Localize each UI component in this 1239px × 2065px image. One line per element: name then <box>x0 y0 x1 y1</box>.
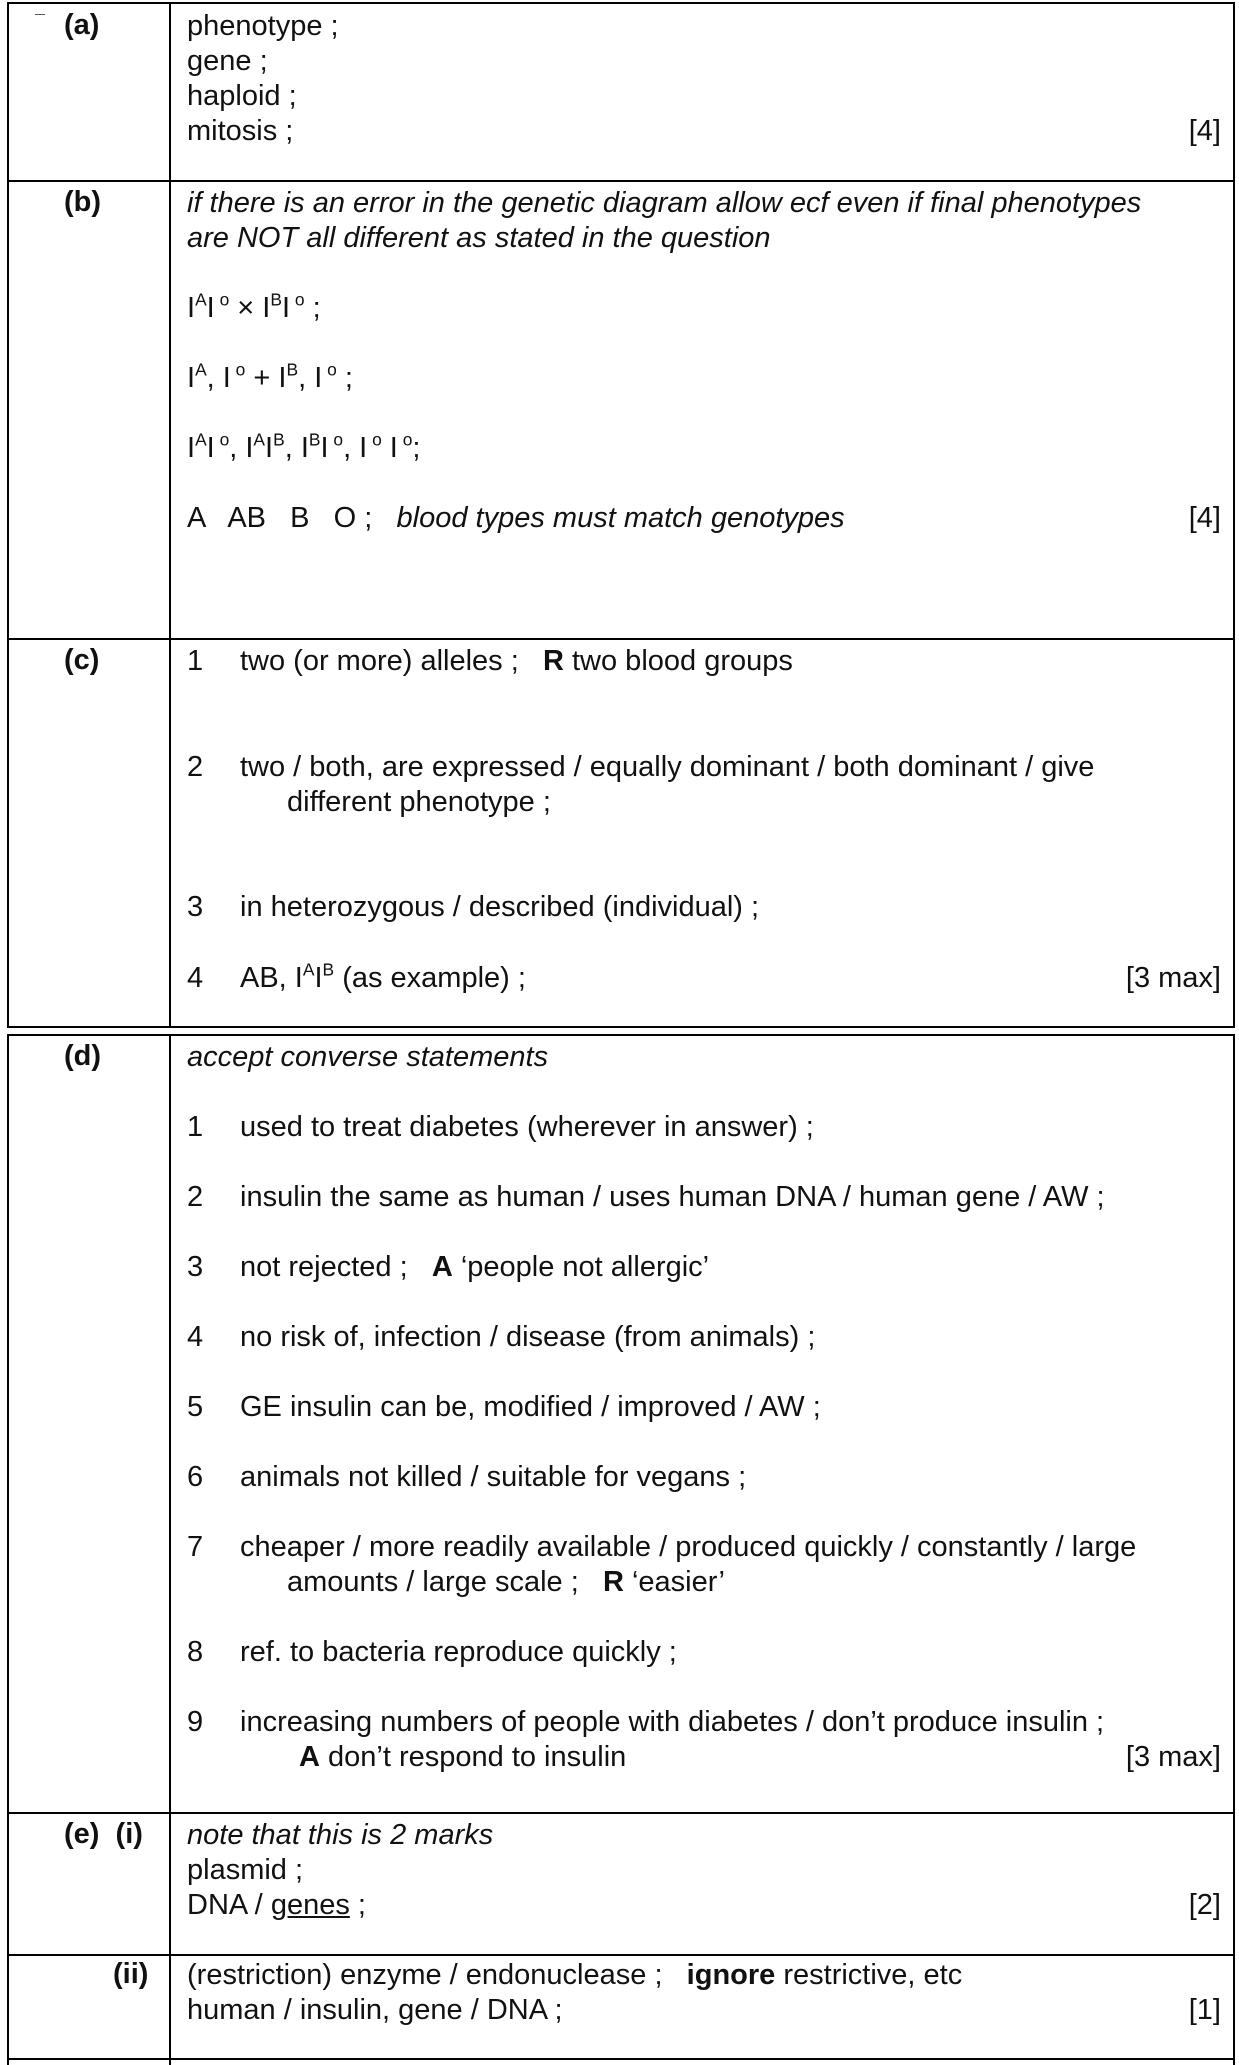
column-divider <box>169 1036 171 2065</box>
answer-line: phenotype ; <box>187 10 339 42</box>
row-separator <box>9 2058 1233 2060</box>
point-7-cont: amounts / large scale ; R ‘easier’ <box>287 1566 725 1598</box>
answer-table-lower <box>7 1034 1235 2065</box>
answer-line: DNA / genes ; [2] <box>187 1889 1221 1921</box>
point-8: 8 ref. to bacteria reproduce quickly ; <box>187 1636 677 1668</box>
part-c-answers <box>187 644 1221 996</box>
row-separator <box>9 1954 1233 1956</box>
part-e-i-label: (e) (i) <box>64 1818 143 1850</box>
part-c-label: (c) <box>64 644 100 676</box>
marking-note: note that this is 2 marks <box>187 1819 494 1851</box>
point-3: 3 in heterozygous / described (individual) ; <box>187 891 760 923</box>
blood-types-note: blood types must match genotypes <box>396 502 845 534</box>
point-4: 4 no risk of, infection / disease (from animals) ; <box>187 1321 816 1353</box>
scan-mark <box>35 14 45 15</box>
part-a-mark: [4] <box>1188 115 1221 147</box>
part-e-i-answers <box>187 1818 1221 1923</box>
row-separator <box>9 180 1233 182</box>
part-e-ii-label: (ii) <box>113 1958 149 1990</box>
point-2: 2 insulin the same as human / uses human DNA / human gene / AW ; <box>187 1181 1105 1213</box>
marking-note: are NOT all different as stated in the question <box>187 222 771 254</box>
row-separator <box>9 1812 1233 1814</box>
part-d-label: (d) <box>64 1040 102 1072</box>
point-5: 5 GE insulin can be, modified / improved / AW ; <box>187 1391 821 1423</box>
offspring-genotypes: $I^AI$ $^o$, $I^AI^B$, $I^BI$ $^o$, I $^o$ I $^o$; <box>187 429 421 464</box>
point-3: 3 not rejected ; A ‘people not allergic’ <box>187 1251 710 1283</box>
parental-genotypes: $I^AI$ $^o \times I^BI$ $^o$ ; <box>187 289 321 324</box>
answer-line: plasmid ; <box>187 1854 304 1886</box>
point-2-cont: different phenotype ; <box>287 786 551 818</box>
row-separator <box>9 638 1233 640</box>
point-7: 7 cheaper / more readily available / produced quickly / constantly / large <box>187 1531 1137 1563</box>
part-e-ii-answers <box>187 1958 1221 2028</box>
part-a-label: (a) <box>64 9 100 41</box>
blood-types: A AB B O ; blood types must match genotypes [4] <box>187 502 1221 534</box>
marking-note: if there is an error in the genetic diagram allow ecf even if final phenotypes <box>187 187 1142 219</box>
part-b-label: (b) <box>64 186 102 218</box>
marking-note: accept converse statements <box>187 1041 549 1073</box>
point-9: 9 increasing numbers of people with diabetes / don’t produce insulin ; <box>187 1706 1105 1738</box>
answer-table-upper <box>7 2 1235 1028</box>
point-6: 6 animals not killed / suitable for vegans ; <box>187 1461 747 1493</box>
column-divider <box>169 4 171 1026</box>
part-e-ii-mark: [1] <box>1188 1994 1221 2026</box>
point-1: 1 two (or more) alleles ; R two blood groups <box>187 645 793 677</box>
answer-line: haploid ; <box>187 80 297 112</box>
part-b-mark: [4] <box>1188 502 1221 534</box>
answer-line: gene ; <box>187 45 268 77</box>
gametes: $I^A$, I $^o + I^B$, I $^o$ ; <box>187 359 353 394</box>
point-1: 1 used to treat diabetes (wherever in answer) ; <box>187 1111 814 1143</box>
point-2: 2 two / both, are expressed / equally dominant / both dominant / give <box>187 751 1095 783</box>
part-c-mark: [3 max] <box>1125 962 1221 994</box>
part-e-i-mark: [2] <box>1188 1889 1221 1921</box>
part-b-answers <box>187 186 1221 536</box>
part-d-answers <box>187 1040 1221 1775</box>
answer-line: human / insulin, gene / DNA ; [1] <box>187 1994 1221 2026</box>
answer-line: mitosis ; [4] <box>187 115 1221 147</box>
part-a-answers <box>187 9 1221 149</box>
point-4: 4 AB, $I^AI^B$ (as example) ; [3 max] <box>187 959 1221 994</box>
part-d-mark: [3 max] <box>1125 1741 1221 1773</box>
point-9-cont: A don’t respond to insulin [3 max] <box>299 1741 1221 1773</box>
answer-line: (restriction) enzyme / endonuclease ; ignore restrictive, etc <box>187 1959 963 1991</box>
